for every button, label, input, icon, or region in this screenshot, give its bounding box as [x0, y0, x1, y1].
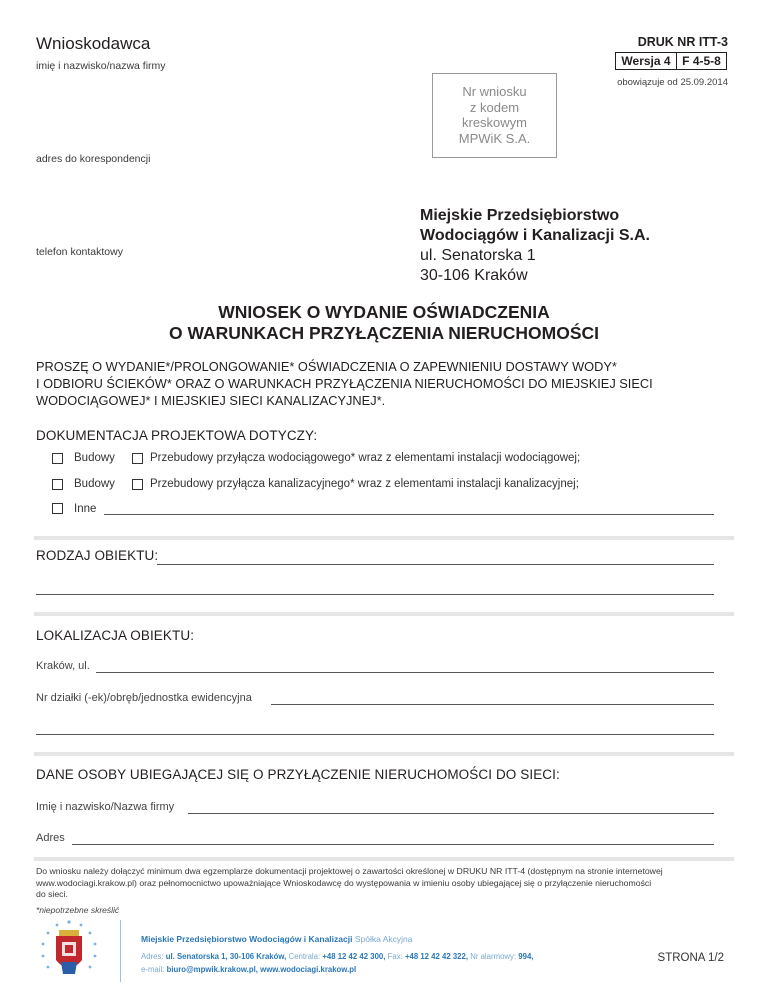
form-version-box — [615, 52, 727, 70]
label-water-reconstruction: Przebudowy przyłącza wodociągowego* wraz z elementami instalacji wodociągowej; — [150, 452, 581, 464]
recipient-line-2: Wodociągów i Kanalizacji S.A. — [420, 227, 650, 244]
note-line-3: do sieci. — [36, 889, 68, 899]
note-line-1: Do wniosku należy dołączyć minimum dwa egzemplarze dokumentacji projektowej o zawartości określonej w DRUKU NR ITT-4 (dostępnym na stronie internetowej — [36, 866, 663, 876]
label-sewer-reconstruction: Przebudowy przyłącza kanalizacyjnego* wraz z elementami instalacji kanalizacyjnej; — [150, 478, 579, 490]
label-water-construction: Budowy — [74, 452, 115, 464]
checkbox-sewer-reconstruction[interactable] — [132, 479, 143, 490]
object-type-input-line-2[interactable] — [36, 594, 714, 595]
footer-contact-line — [141, 965, 356, 974]
separator-2 — [34, 612, 734, 616]
request-line-3: WODOCIĄGOWEJ* I MIEJSKIEJ SIECI KANALIZACYJNEJ*. — [36, 393, 386, 408]
page-title — [0, 302, 768, 344]
separator-3 — [34, 752, 734, 756]
checkbox-sewer-construction[interactable] — [52, 479, 63, 490]
person-heading: DANE OSOBY UBIEGAJĄCEJ SIĘ O PRZYŁĄCZENIE NIERUCHOMOŚCI DO SIECI: — [36, 767, 560, 782]
footer-company — [141, 934, 413, 944]
person-address-label: Adres — [36, 832, 65, 844]
person-name-input-line[interactable] — [188, 813, 714, 814]
form-version: Wersja 4 — [616, 53, 677, 69]
form-valid-from: obowiązuje od 25.09.2014 — [617, 77, 728, 88]
label-other: Inne — [74, 503, 97, 515]
checkbox-other[interactable] — [52, 503, 63, 514]
documentation-heading: DOKUMENTACJA PROJEKTOWA DOTYCZY: — [36, 428, 318, 443]
request-text — [36, 358, 653, 409]
applicant-address-label: adres do korespondencji — [36, 153, 151, 165]
title-line-1: WNIOSEK O WYDANIE OŚWIADCZENIA — [218, 302, 550, 322]
barcode-line-2: z kodem — [469, 99, 520, 115]
recipient-line-4: 30-106 Kraków — [420, 267, 528, 284]
footer-fax-label: Fax: — [387, 952, 403, 961]
footer-divider — [120, 920, 121, 982]
applicant-name-label: imię i nazwisko/nazwa firmy — [36, 60, 166, 72]
note-line-2: www.wodociagi.krakow.pl) oraz pełnomocnictwo upoważniające Wnioskodawcę do występowania w imieniu osoby ubiegającej się o przyłączenie nieruchomości — [36, 877, 652, 888]
footer-alarm-value: 994, — [518, 952, 534, 961]
recipient-block — [420, 206, 650, 286]
label-sewer-construction: Budowy — [74, 478, 115, 490]
title-line-2: O WARUNKACH PRZYŁĄCZENIA NIERUCHOMOŚCI — [168, 323, 600, 343]
street-input-line[interactable] — [96, 672, 714, 673]
barcode-line-4: MPWiK S.A. — [458, 130, 531, 146]
recipient-line-1: Miejskie Przedsiębiorstwo — [420, 207, 620, 224]
location-heading: LOKALIZACJA OBIEKTU: — [36, 628, 195, 643]
form-number: F 4-5-8 — [682, 54, 721, 68]
barcode-box — [432, 73, 557, 158]
object-type-heading: RODZAJ OBIEKTU: — [36, 548, 159, 563]
footer-addr-value: ul. Senatorska 1, 30-106 Kraków, — [165, 952, 287, 961]
checkbox-water-reconstruction[interactable] — [132, 453, 143, 464]
crest-logo — [34, 916, 104, 982]
footer-web-link[interactable]: www.wodociagi.krakow.pl — [260, 965, 357, 974]
separator-1 — [34, 536, 734, 540]
footer-alarm-label: Nr alarmowy: — [470, 952, 517, 961]
checkbox-water-construction[interactable] — [52, 453, 63, 464]
attachment-note — [36, 866, 736, 901]
footer-email-link[interactable]: biuro@mpwik.krakow.pl, — [166, 965, 258, 974]
applicant-phone-label: telefon kontaktowy — [36, 246, 123, 258]
plot-input-line[interactable] — [271, 704, 714, 705]
page-number: STRONA 1/2 — [657, 952, 724, 964]
footer-email-label: e-mail: — [141, 965, 165, 974]
footer-address-line — [141, 952, 533, 961]
request-line-2: I ODBIORU ŚCIEKÓW* ORAZ O WARUNKACH PRZYŁĄCZENIA NIERUCHOMOŚCI DO MIEJSKIEJ SIECI — [36, 376, 653, 391]
applicant-heading: Wnioskodawca — [36, 34, 151, 53]
footer-fax-value: +48 12 42 42 322, — [404, 952, 469, 961]
other-input-line[interactable] — [104, 514, 714, 515]
separator-4 — [34, 857, 734, 861]
footer-company-rest: Spółka Akcyjna — [354, 934, 413, 944]
object-type-input-line-1[interactable] — [157, 564, 714, 565]
barcode-line-3: kreskowym — [461, 115, 527, 130]
person-name-label: Imię i nazwisko/Nazwa firmy — [36, 801, 175, 813]
footer-central-value: +48 12 42 42 300, — [322, 952, 386, 961]
request-line-1: PROSZĘ O WYDANIE*/PROLONGOWANIE* OŚWIADCZENIA O ZAPEWNIENIU DOSTAWY WODY* — [36, 359, 617, 374]
plot-label: Nr działki (-ek)/obręb/jednostka ewidencyjna — [36, 692, 252, 704]
footnote: *niepotrzebne skreślić — [36, 905, 120, 915]
footer-central-label: Centrala: — [288, 952, 321, 961]
street-label: Kraków, ul. — [36, 660, 90, 672]
footer-company-bold: Miejskie Przedsiębiorstwo Wodociągów i Kanalizacji — [141, 934, 353, 944]
person-address-input-line[interactable] — [72, 844, 714, 845]
location-input-line-extra[interactable] — [36, 734, 714, 735]
form-code: DRUK NR ITT-3 — [637, 35, 728, 49]
footer-addr-label: Adres: — [141, 952, 164, 961]
crest-icon — [34, 916, 104, 982]
barcode-line-1: Nr wniosku — [462, 84, 527, 99]
recipient-line-3: ul. Senatorska 1 — [420, 247, 536, 264]
